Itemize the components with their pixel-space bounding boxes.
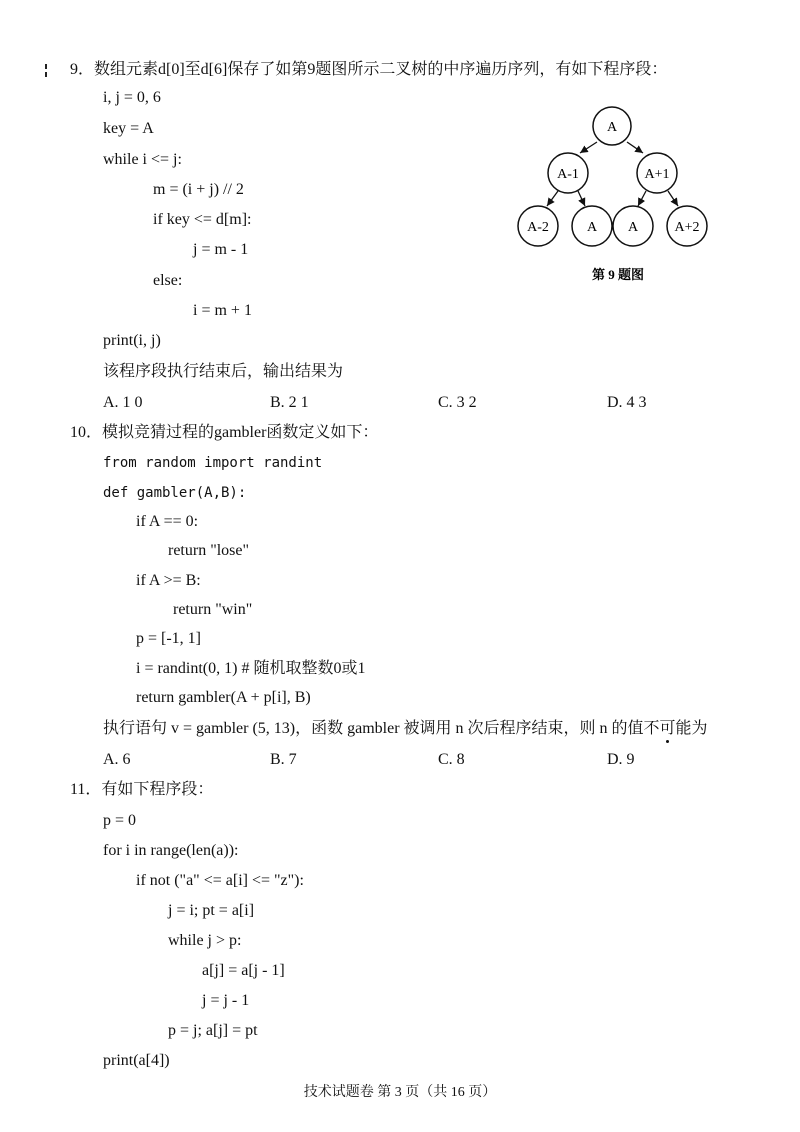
q9-code-line-5: if key <= d[m]: — [153, 211, 252, 228]
q11-code-line-2: for i in range(len(a)): — [103, 842, 239, 859]
q10-question-emphasis: 不可能 — [643, 720, 692, 737]
q10-title: 10．模拟竞猜过程的gambler函数定义如下： — [70, 424, 379, 441]
q10-code-line-1: from random import randint — [103, 455, 323, 471]
q9-code-line-2: key = A — [103, 120, 154, 137]
q9-code-line-6: j = m - 1 — [193, 241, 249, 258]
q10-code-line-4: return "lose" — [168, 542, 250, 559]
q9-code-line-3: while i <= j: — [103, 151, 182, 168]
tree-node-left — [548, 153, 588, 193]
q10-question — [103, 719, 708, 739]
q10-option-d: D. 9 — [607, 751, 635, 768]
q9-option-d: D. 4 3 — [607, 394, 647, 411]
q11-code-line-4: j = i; pt = a[i] — [168, 902, 255, 919]
q9-tree-figure — [500, 95, 720, 295]
tree-node-root — [593, 107, 631, 145]
q11-title: 11．有如下程序段： — [70, 781, 214, 798]
q10-option-c: C. 8 — [438, 751, 465, 768]
q9-title: 9．数组元素d[0]至d[6]保存了如第9题图所示二叉树的中序遍历序列，有如下程序段： — [70, 61, 668, 78]
svg-text:A+1: A+1 — [644, 167, 670, 182]
svg-text:A-1: A-1 — [557, 167, 579, 182]
q10-code-line-7: p = [-1, 1] — [136, 630, 202, 647]
q11-code-line-8: p = j; a[j] = pt — [168, 1022, 258, 1039]
q9-option-c: C. 3 2 — [438, 394, 477, 411]
q11-code-line-5: while j > p: — [168, 932, 242, 949]
tree-node-right-left — [613, 206, 653, 246]
tree-edge-root-left — [580, 142, 597, 153]
q9-code-line-4: m = (i + j) // 2 — [153, 181, 244, 198]
tree-node-right — [637, 153, 677, 193]
q11-code-line-6: a[j] = a[j - 1] — [202, 962, 285, 979]
q11-code-line-1: p = 0 — [103, 812, 137, 829]
q10-code-line-6: return "win" — [173, 601, 253, 618]
q9-code-line-9: print(i, j) — [103, 332, 161, 349]
q10-question-suffix: 为 — [691, 720, 708, 737]
svg-text:A: A — [627, 220, 639, 235]
q10-code-line-9: return gambler(A + p[i], B) — [136, 689, 311, 706]
svg-text:A: A — [586, 220, 598, 235]
svg-text:A-2: A-2 — [527, 220, 549, 235]
q9-code-line-7: else: — [153, 272, 183, 289]
q10-option-b: B. 7 — [270, 751, 297, 768]
q10-code-line-2: def gambler(A,B): — [103, 485, 247, 501]
q9-option-b: B. 2 1 — [270, 394, 309, 411]
binding-marks — [44, 62, 50, 84]
q9-option-a: A. 1 0 — [103, 394, 143, 411]
q11-code-line-3: if not ("a" <= a[i] <= "z"): — [136, 872, 304, 889]
tree-node-right-right — [667, 206, 707, 246]
tree-node-left-right — [572, 206, 612, 246]
tree-edge-root-right — [627, 142, 643, 153]
q9-figure-caption: 第 9 题图 — [591, 267, 645, 282]
svg-text:A: A — [606, 120, 618, 135]
q9-code-line-8: i = m + 1 — [193, 302, 252, 319]
q10-code-line-3: if A == 0: — [136, 513, 199, 530]
q10-code-line-5: if A >= B: — [136, 572, 201, 589]
q9-question: 该程序段执行结束后，输出结果为 — [103, 363, 344, 380]
q11-code-line-9: print(a[4]) — [103, 1052, 170, 1069]
q10-code-line-8: i = randint(0, 1) # 随机取整数0或1 — [136, 660, 366, 677]
tree-edge-r-rr — [668, 191, 678, 206]
q9-code-line-1: i, j = 0, 6 — [103, 89, 161, 106]
q10-option-a: A. 6 — [103, 751, 131, 768]
q10-question-prefix: 执行语句 v = gambler (5, 13)，函数 gambler 被调用 n 次后程序结束，则 n 的值 — [103, 720, 644, 737]
tree-edge-r-rl — [638, 191, 646, 206]
q11-code-line-7: j = j - 1 — [202, 992, 250, 1009]
page-footer: 技术试题卷 第 3 页（共 16 页） — [303, 1085, 497, 1100]
tree-edge-l-lr — [578, 191, 585, 206]
tree-node-left-left — [518, 206, 558, 246]
svg-text:A+2: A+2 — [674, 220, 700, 235]
tree-edge-l-ll — [547, 191, 558, 206]
